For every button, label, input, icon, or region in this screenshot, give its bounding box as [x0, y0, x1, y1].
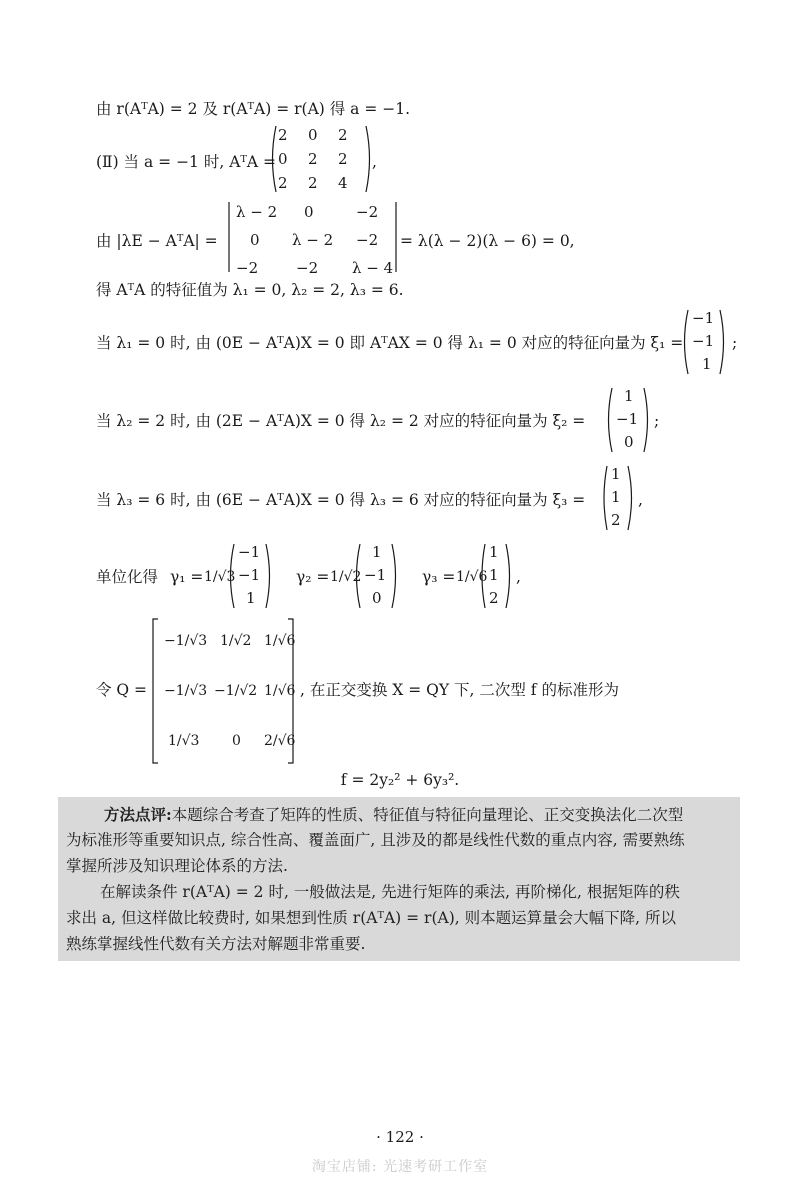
vector-cell: 1 [489, 543, 499, 561]
vector-cell: −1 [692, 332, 715, 350]
det-cell: λ − 2 [292, 231, 334, 249]
matrix-cell: 2 [338, 150, 348, 168]
matrix-cell: 4 [338, 174, 348, 192]
note-line: 求出 a, 但这样做比较费时, 如果想到性质 r(AᵀA) = r(A), 则本题运算量会大幅下降, 所以 [66, 909, 676, 927]
matrix-cell: 0 [278, 150, 288, 168]
standard-form-formula: f = 2y₂² + 6y₃². [340, 771, 460, 789]
note-line: 熟练掌握线性代数有关方法对解题非常重要. [66, 935, 366, 953]
matrix-cell: 2 [338, 126, 348, 144]
text-line-ata-prefix: (Ⅱ) 当 a = −1 时, AᵀA = [96, 153, 277, 171]
det-cell: −2 [356, 231, 379, 249]
matrix-cell: 0 [308, 126, 318, 144]
text-line-det-suffix: = λ(λ − 2)(λ − 6) = 0, [400, 232, 575, 250]
vector-cell: 2 [489, 589, 499, 607]
matrix-cell: 1/√3 [168, 733, 200, 749]
matrix-cell: 2 [308, 150, 318, 168]
det-cell: 0 [304, 203, 314, 221]
vector-cell: −1 [692, 309, 715, 327]
comma: , [516, 568, 521, 586]
note-title: 方法点评: [104, 805, 172, 824]
vector-cell: 1 [611, 465, 621, 483]
text-line-normalize: 单位化得 [96, 568, 159, 586]
matrix-cell: −1/√3 [164, 683, 208, 699]
semicolon: ; [732, 334, 738, 352]
matrix-cell: 1/√6 [264, 683, 296, 699]
note-line: 在解读条件 r(AᵀA) = 2 时, 一般做法是, 先进行矩阵的乘法, 再阶梯化, 根据矩阵的秩 [100, 883, 680, 901]
vector-cell: −1 [238, 543, 261, 561]
vector-cell: 1 [611, 488, 621, 506]
text-line-eigvec-1: 当 λ₁ = 0 时, 由 (0E − AᵀA)X = 0 即 AᵀAX = 0 得 λ₁ = 0 对应的特征向量为 ξ₁ = [96, 334, 684, 352]
note-line: 掌握所涉及知识理论体系的方法. [66, 857, 288, 875]
text-line-orthogonal-transform: , 在正交变换 X = QY 下, 二次型 f 的标准形为 [300, 681, 619, 699]
gamma3-label: γ₃ = [422, 568, 456, 586]
det-cell: −2 [356, 203, 379, 221]
vector-cell: 1 [624, 387, 634, 405]
text-line-det-prefix: 由 |λE − AᵀA| = [96, 232, 218, 250]
comma: , [638, 491, 643, 509]
text-line-eigvec-3: 当 λ₃ = 6 时, 由 (6E − AᵀA)X = 0 得 λ₃ = 6 对应的特征向量为 ξ₃ = [96, 491, 586, 509]
vector-cell: 1 [489, 566, 499, 584]
vector-cell: 2 [611, 511, 621, 529]
matrix-cell: 0 [232, 733, 241, 749]
vector-cell: −1 [238, 566, 261, 584]
gamma2-label: γ₂ = [296, 568, 330, 586]
vector-cell: 1 [372, 543, 382, 561]
matrix-cell: 2 [278, 174, 288, 192]
det-cell: −2 [236, 259, 259, 277]
gamma2-coefficient: 1/√2 [330, 569, 362, 585]
matrix-cell: 2 [308, 174, 318, 192]
vector-cell: −1 [616, 410, 639, 428]
vector-cell: 0 [624, 433, 634, 451]
text-line-eigenvalues: 得 AᵀA 的特征值为 λ₁ = 0, λ₂ = 2, λ₃ = 6. [96, 281, 404, 299]
matrix-cell: 2 [278, 126, 288, 144]
note-text: 本题综合考查了矩阵的性质、特征值与特征向量理论、正交变换法化二次型 [171, 806, 684, 824]
vector-cell: 1 [246, 589, 256, 607]
det-cell: λ − 4 [352, 259, 394, 277]
semicolon: ; [654, 412, 660, 430]
note-line: 为标准形等重要知识点, 综合性高、覆盖面广, 且涉及的都是线性代数的重点内容, 需要熟练 [66, 831, 685, 849]
matrix-cell: −1/√2 [214, 683, 258, 699]
vector-cell: 1 [702, 355, 712, 373]
comma: , [372, 153, 377, 171]
matrix-cell: −1/√3 [164, 633, 208, 649]
q-label: 令 Q = [96, 681, 148, 699]
matrix-cell: 1/√2 [220, 633, 252, 649]
vector-cell: 0 [372, 589, 382, 607]
gamma1-coefficient: 1/√3 [204, 569, 236, 585]
text-line-eigvec-2: 当 λ₂ = 2 时, 由 (2E − AᵀA)X = 0 得 λ₂ = 2 对应的特征向量为 ξ₂ = [96, 412, 586, 430]
note-line [104, 807, 683, 824]
det-cell: λ − 2 [236, 203, 278, 221]
page-number: · 122 · [376, 1128, 424, 1146]
det-cell: −2 [296, 259, 319, 277]
vector-cell: −1 [364, 566, 387, 584]
matrix-cell: 1/√6 [264, 633, 296, 649]
watermark-text: 淘宝店铺: 光速考研工作室 [311, 1159, 489, 1175]
gamma3-coefficient: 1/√6 [456, 569, 488, 585]
det-cell: 0 [250, 231, 260, 249]
matrix-cell: 2/√6 [264, 733, 296, 749]
text-line-rank-condition: 由 r(AᵀA) = 2 及 r(AᵀA) = r(A) 得 a = −1. [96, 100, 411, 118]
gamma1-label: γ₁ = [170, 568, 204, 586]
